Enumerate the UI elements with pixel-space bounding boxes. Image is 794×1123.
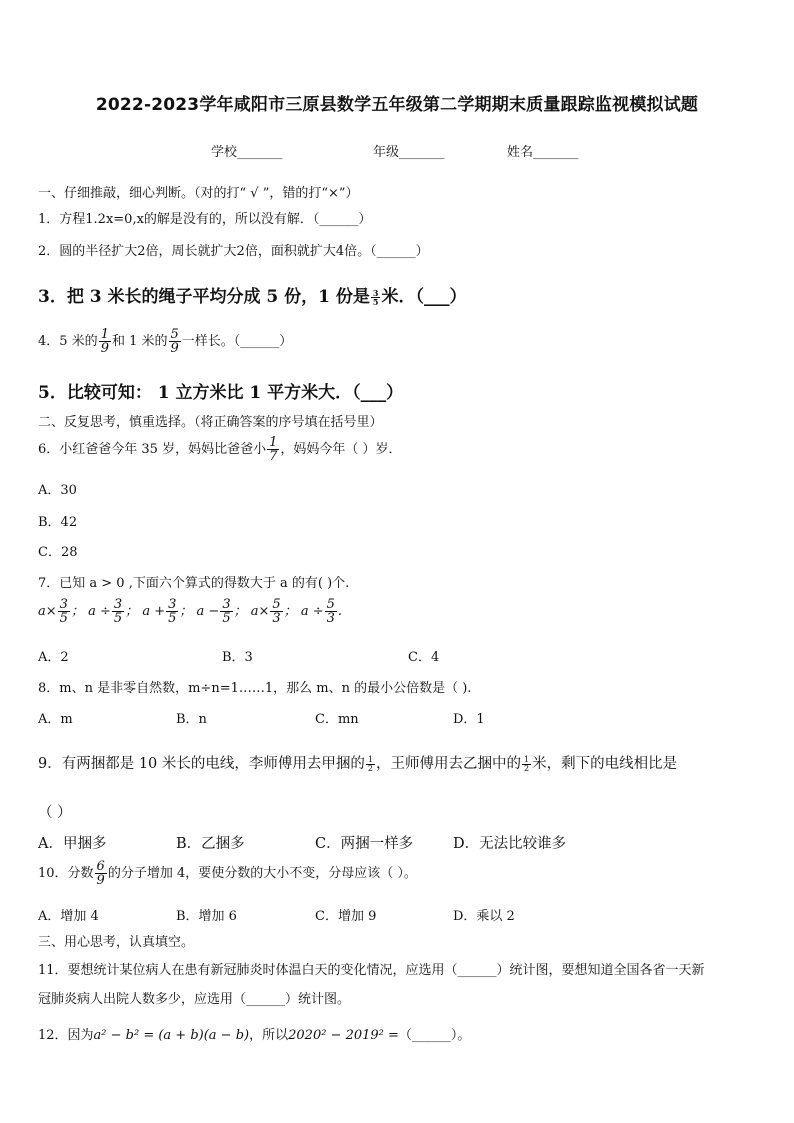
identity-formula: a² − b² = (a + b)(a − b): [93, 1028, 250, 1043]
q9-option-b[interactable]: B．乙捆多: [176, 836, 245, 852]
fraction: $\frac{3}{5}$: [113, 597, 123, 626]
fraction: $\frac{3}{5}$: [168, 597, 177, 626]
question-10: 10．分数 $\frac{6}{9}$ 的分子增加 4，要使分数的大小不变，分母应该（ ）。: [38, 859, 417, 888]
question-5: 5．比较可知： 1 立方米比 1 平方米大．（___）: [38, 383, 404, 403]
q8-option-c[interactable]: C．mn: [315, 712, 359, 727]
fraction: $\frac{1}{2}$: [524, 754, 530, 773]
q6-option-c[interactable]: C．28: [38, 545, 78, 560]
fraction: $\frac{1}{9}$: [100, 327, 109, 356]
question-7: 7．已知 a > 0 ,下面六个算式的得数大于 a 的有( )个.: [38, 576, 350, 591]
fraction: $\frac{3}{5}$: [222, 597, 231, 626]
name-field[interactable]: 姓名_______: [507, 145, 579, 160]
q10-option-d[interactable]: D．乘以 2: [453, 909, 515, 924]
fraction: $\frac{5}{3}$: [326, 597, 335, 626]
question-3-text: 3．把 3 米长的绳子平均分成 5 份，1 份是: [38, 287, 370, 307]
page-title: 2022-2023学年咸阳市三原县数学五年级第二学期期末质量跟踪监视模拟试题: [95, 95, 699, 115]
question-6: 6．小红爸爸今年 35 岁，妈妈比爸爸小 $\frac{1}{7}$ ，妈妈今年（ ）岁．: [38, 435, 402, 464]
question-11-line-1: 11．要想统计某位病人在患有新冠肺炎时体温白天的变化情况，应选用（______）统计图，要想知道全国各省一天新: [38, 963, 705, 978]
section-heading-choice: 二、反复思考，慎重选择。（将正确答案的序号填在括号里）: [38, 415, 383, 430]
q7-option-c[interactable]: C．4: [408, 650, 440, 665]
fraction: $\frac{1}{2}$: [367, 754, 373, 773]
q9-option-c[interactable]: C．两捆一样多: [315, 836, 414, 852]
q10-option-a[interactable]: A．增加 4: [38, 909, 99, 924]
q10-option-c[interactable]: C．增加 9: [315, 909, 377, 924]
question-7-expressions: a× $\frac{3}{5}$ ； a ÷ $\frac{3}{5}$ ； a + $\frac{3}{5}$ ； a − $\frac{3}{5}$ ； a× $\frac{5}{3}$ ； a ÷ $\frac{5}{3}$ .: [38, 597, 343, 626]
difference-expression: 2020² − 2019² =: [288, 1028, 399, 1043]
question-11-line-2: 冠肺炎病人出院人数多少，应选用（______）统计图。: [38, 992, 351, 1007]
question-12: 12．因为a² − b² = (a + b)(a − b)，所以2020² − 2019² =（______）。: [38, 1028, 471, 1043]
q6-option-a[interactable]: A．30: [38, 483, 77, 498]
q9-option-a[interactable]: A．甲捆多: [38, 836, 107, 852]
section-heading-judgement: 一、仔细推敲，细心判断。（对的打“ √ ”，错的打“×”）: [38, 186, 359, 201]
q8-option-a[interactable]: A．m: [38, 712, 73, 727]
question-9-blank: （ ）: [38, 805, 72, 821]
question-3-tail: 米．（___）: [381, 287, 467, 307]
grade-field[interactable]: 年级_______: [373, 145, 445, 160]
question-8: 8．m、n 是非零自然数，m÷n=1……1，那么 m、n 的最小公倍数是（ ).: [38, 681, 472, 696]
fraction: $\frac{3}{5}$: [372, 288, 379, 307]
question-2: 2．圆的半径扩大2倍，周长就扩大2倍，面积就扩大4倍。（______）: [38, 244, 429, 259]
q8-option-d[interactable]: D．1: [453, 712, 485, 727]
q9-option-d[interactable]: D．无法比较谁多: [453, 836, 567, 852]
fraction: $\frac{5}{3}$: [272, 597, 281, 626]
question-4: 4．5 米的 $\frac{1}{9}$ 和 1 米的 $\frac{5}{9}$ 一样长。（______）: [38, 327, 293, 356]
q10-option-b[interactable]: B．增加 6: [176, 909, 237, 924]
question-3: [38, 282, 466, 307]
question-9: 9．有两捆都是 10 米长的电线，李师傅用去甲捆的 $\frac{1}{2}$ ，王师傅用去乙捆中的 $\frac{1}{2}$ 米，剩下的电线相比是: [38, 754, 678, 773]
q8-option-b[interactable]: B．n: [176, 712, 207, 727]
q6-option-b[interactable]: B．42: [38, 515, 78, 530]
fraction: $\frac{1}{7}$: [269, 435, 278, 464]
q7-option-a[interactable]: A．2: [38, 650, 69, 665]
section-heading-fill: 三、用心思考，认真填空。: [38, 935, 195, 950]
fraction: $\frac{5}{9}$: [170, 327, 179, 356]
fraction: $\frac{3}{5}$: [59, 597, 68, 626]
fraction: $\frac{6}{9}$: [96, 859, 105, 888]
q7-option-b[interactable]: B．3: [222, 650, 253, 665]
question-1: 1．方程1.2x=0,x的解是没有的，所以没有解．（______）: [38, 212, 372, 227]
school-field[interactable]: 学校_______: [211, 145, 283, 160]
